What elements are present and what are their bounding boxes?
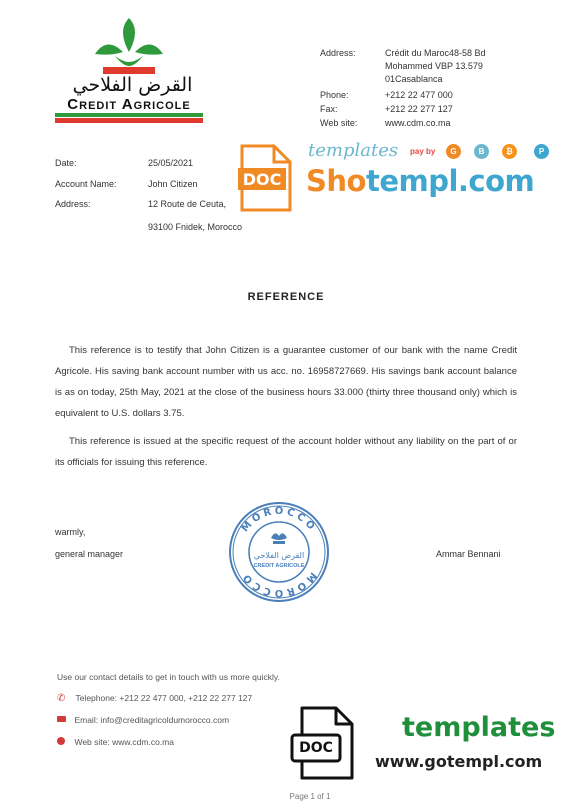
svg-text:MOROCCO bbox=[240, 570, 319, 599]
doc-file-label: DOC bbox=[242, 170, 282, 189]
stamp-bottom-text: MOROCCO bbox=[239, 569, 319, 599]
stamp-arabic-text: القرض الفلاحي bbox=[253, 551, 305, 560]
address-line-1: Crédit du Maroc48-58 Bd bbox=[385, 48, 486, 58]
stamp-icon bbox=[227, 500, 331, 604]
address-line-3: 01Casablanca bbox=[385, 74, 443, 84]
brand-part-a: Sho bbox=[306, 164, 366, 198]
account-name-value: John Citizen bbox=[148, 179, 198, 189]
stamp-latin-text: CREDIT AGRICOLE bbox=[253, 563, 305, 569]
bitcoin-icon: ₿ bbox=[502, 144, 517, 159]
stamp-top-text: MOROCCO bbox=[239, 505, 319, 535]
coin-4-icon: P bbox=[534, 144, 549, 159]
gotempl-doc-label: DOC bbox=[299, 740, 333, 756]
signatory-role: general manager bbox=[55, 549, 124, 559]
footer-website[interactable]: Web site: www.cdm.co.ma bbox=[74, 737, 174, 747]
client-address-line-1: 12 Route de Ceuta, bbox=[148, 199, 227, 209]
coin-1-icon: G bbox=[446, 144, 461, 159]
gotempl-doc-icon bbox=[290, 705, 356, 781]
website-label: Web site: bbox=[320, 118, 358, 128]
footer-email[interactable]: Email: info@creditagricoldumorocco.com bbox=[74, 715, 230, 725]
footer-telephone: Telephone: +212 22 477 000, +212 22 277 127 bbox=[75, 693, 253, 703]
fax-value: +212 22 277 127 bbox=[385, 104, 453, 114]
coin-2-icon: B bbox=[474, 144, 489, 159]
shotempl-brand-text bbox=[306, 164, 534, 198]
pay-by-text: pay by bbox=[410, 147, 436, 156]
date-label: Date: bbox=[55, 158, 77, 168]
phone-label: Phone: bbox=[320, 90, 349, 100]
website-value: www.cdm.co.ma bbox=[385, 118, 451, 128]
account-name-label: Account Name: bbox=[55, 179, 117, 189]
location-pin-icon bbox=[57, 737, 65, 745]
address-line-2: Mohammed VBP 13.579 bbox=[385, 61, 483, 71]
footer-website-row bbox=[57, 732, 174, 750]
bank-logo bbox=[55, 16, 203, 126]
logo-arabic-text: القرض الفلاحي bbox=[72, 74, 193, 96]
email-icon bbox=[57, 716, 66, 722]
client-address-line-2: 93100 Fnidek, Morocco bbox=[148, 222, 243, 232]
reference-paragraph-1: This reference is to testify that John Citizen is a guarantee customer of our bank with the name Credit Agricole. His saving bank account number with us acc. no. 16958727669. His savings bank account balance is as on today, 25th May, 2021 at the close of the business hours 33.000 (thirty three thousand only) which is equivalent to U.S. dollars 3.75. bbox=[55, 345, 517, 419]
footer-telephone-row bbox=[57, 688, 252, 706]
page-number: Page 1 of 1 bbox=[289, 792, 331, 801]
svg-text:MOROCCO bbox=[240, 506, 319, 535]
shotempl-watermark bbox=[238, 140, 558, 220]
fax-label: Fax: bbox=[320, 104, 338, 114]
telephone-icon: ✆ bbox=[57, 693, 66, 704]
logo-latin-text: Credit Agricole bbox=[67, 96, 191, 113]
phone-value: +212 22 477 000 bbox=[385, 90, 453, 100]
doc-file-icon bbox=[238, 144, 292, 212]
bank-stamp bbox=[227, 500, 331, 604]
date-value: 25/05/2021 bbox=[148, 158, 194, 168]
document-title: REFERENCE bbox=[247, 291, 325, 303]
gotempl-url-text: www.gotempl.com bbox=[375, 752, 543, 771]
gotempl-templates-text: templates bbox=[402, 712, 556, 743]
footer-intro: Use our contact details to get in touch with us more quickly. bbox=[57, 672, 280, 682]
signatory-name: Ammar Bennani bbox=[436, 549, 501, 559]
watermark-templates-text: templates bbox=[308, 140, 399, 161]
brand-part-b: templ.com bbox=[365, 164, 535, 198]
footer-email-row bbox=[57, 710, 229, 728]
address-label: Address: bbox=[320, 48, 356, 58]
closing-text: warmly, bbox=[55, 527, 86, 537]
client-address-label: Address: bbox=[55, 199, 91, 209]
reference-paragraph-2: This reference is issued at the specific request of the account holder without any liability on the part of or its officials for issuing this reference. bbox=[55, 436, 517, 468]
